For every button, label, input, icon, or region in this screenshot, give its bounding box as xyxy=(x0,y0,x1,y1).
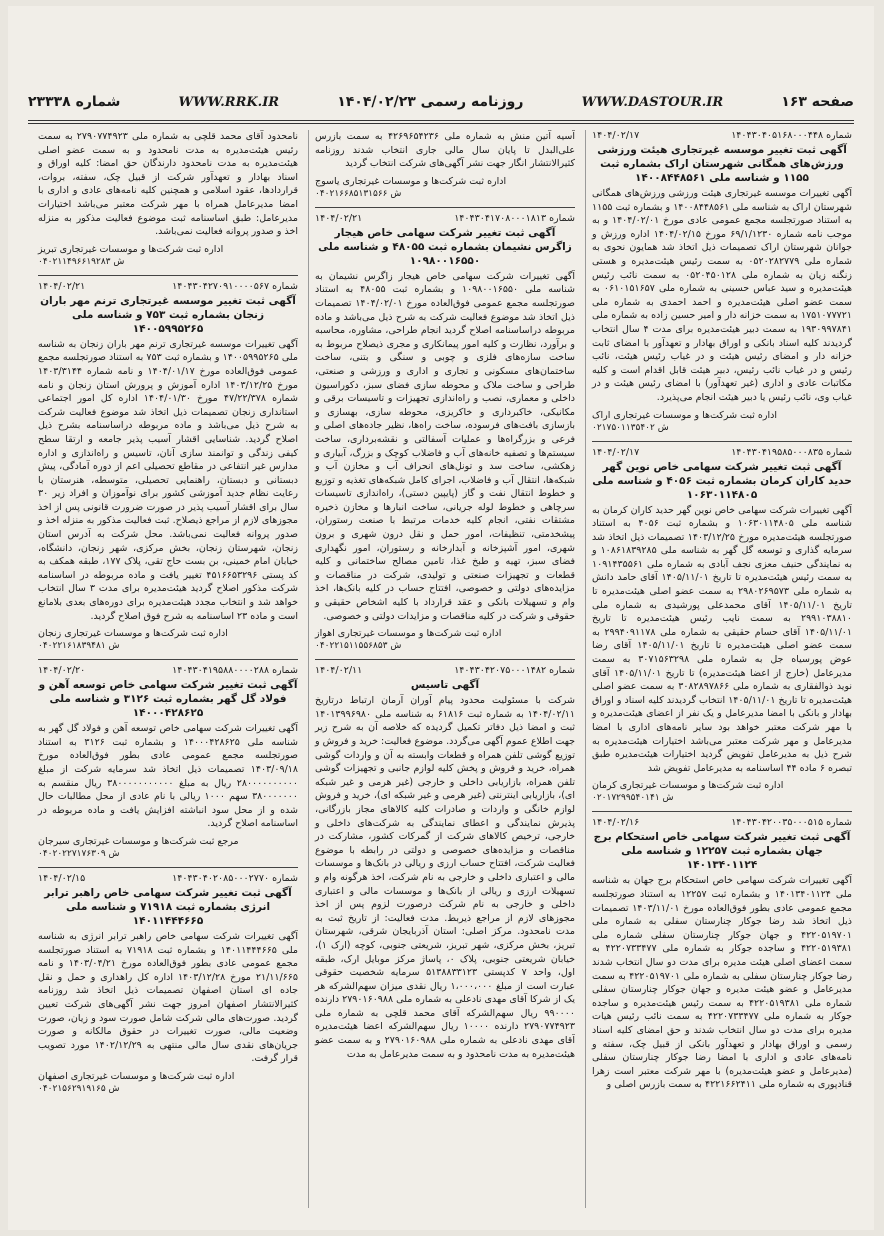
registry-office: اداره ثبت شرکت‌ها و موسسات غیرتجاری کرمان xyxy=(592,780,784,792)
notice-date: ۱۴۰۴/۰۲/۱۵ xyxy=(38,872,86,884)
registry-office: اداره ثبت شرکت‌ها و موسسات غیرتجاری اراک xyxy=(592,409,777,421)
column-left xyxy=(32,130,298,1208)
column-middle xyxy=(308,130,575,1208)
newspaper-page xyxy=(8,6,874,1230)
column-right xyxy=(585,130,852,1208)
registry-office: اداره ثبت شرکت‌ها و موسسات غیرتجاری زنجان xyxy=(38,628,228,640)
notice-body: آگهی تغییرات شرکت سهامی خاص نوین گهر حدید کاران کرمان به شناسه ملی ۱۰۶۳۰۱۱۴۸۰۵ و بشماره ثبت ۴۰۵۶ به استناد صورتجلسه هیئت‌مدیره مورخ ۱۴۰۳/۱۲/۲۵ تصمیمات ذیل اتخاذ شد سرمایه گذاری و توسعه گل گهر به شناسه ملی ۱۰۸۶۱۸۳۹۲۸۵ و به نمایندگی حنیف معزی نجف آبادی به شماره ملی ۱۰۹۱۴۳۵۵۶۱ به سمت رئیس هیئت‌مدیره تا تاریخ ۱۴۰۵/۱۱/۰۱ آقای حامد دانش به شماره ملی ۲۹۸۰۲۶۹۵۷۳ به سمت عضو اصلی هیئت‌مدیره تا تاریخ ۱۴۰۵/۱۱/۰۱ آقای محمدعلی پورشیدی به شماره ملی ۲۹۹۱۰۳۸۸۱۰ به سمت نایب رئیس هیئت‌مدیره تا تاریخ ۱۴۰۵/۱۱/۰۱ آقای حسام حقیقی به شماره ملی ۲۹۹۴۰۹۱۱۷۸ به سمت عضو اصلی هیئت‌مدیره تا تاریخ ۱۴۰۵/۱۱/۰۱ آقای رضا عوض پورسیاه جل به شماره ملی ۳۰۷۱۵۶۳۲۹۸ به سمت مدیرعامل (خارج از اعضا هیئت‌مدیره) تا تاریخ ۱۴۰۵/۱۱/۰۱ آقای نوید ذوالفقاری به شماره ملی ۳۰۸۲۸۹۷۸۶۶ به سمت عضو اصلی هیئت‌مدیره تا تاریخ ۱۴۰۵/۱۱/۰۱ انتخاب گردیدند کلیه اسناد و اوراق بهادار و بانکی با امضا مدیرعامل و یک نفر از اعضای هیئت‌مدیره و با مهر شرکت معتبر خواهد بود سایر نامه‌های اداری با امضا مدیرعامل و مهر شرکت معتبر می‌باشد اختیارات هیئت‌مدیره به شرح ذیل به مدیرعامل تفویض گردید اختیارات هیئت‌مدیره طبق تبصره ۶ ماده ۴۴ اساسنامه به مدیرعامل تفویض شد xyxy=(592,504,852,774)
notice-code: ش ۰۲۰۱۷۲۹۹۵۴۰۱۴۱ xyxy=(592,793,674,804)
notice xyxy=(38,665,298,861)
notice-body: آگهی تغییرات شرکت سهامی خاص توسعه آهن و فولاد گل گهر به شناسه ملی ۱۴۰۰۰۴۲۸۶۲۵ و بشماره ثبت ۳۱۲۶ به استناد صورتجلسه مجمع عمومی عادی بطور فوق‌العاده مورخ ۱۴۰۳/۰۹/۱۸ تصمیمات ذیل اتخاذ شد سرمایه شرکت از مبلغ ۲۸۰۰۰۰۰۰۰۰۰۰ ریال به مبلغ ۳۸۰۰۰۰۰۰۰۰۰۰۰ ریال منقسم به ۳۸۰۰۰۰۰۰۰ سهم ۱۰۰۰ ریالی با نام عادی از محل مطالبات حال شده و از محل سود انباشته افزایش یافت و ماده مربوطه در اساسنامه اصلاح گردید. xyxy=(38,723,298,830)
notice-title: آگهی ثبت تغییر شرکت سهامی خاص نوین گهر حدید کاران کرمان بشماره ثبت ۴۰۵۶ و شناسه ملی ۱۰۶۳۰۱۱۴۸۰۵ xyxy=(592,460,852,501)
divider xyxy=(38,659,298,660)
notice xyxy=(592,447,852,806)
notice-title: آگهی ثبت تغییر شرکت سهامی خاص راهبر ترابر انرژی بشماره ثبت ۷۱۹۱۸ و شناسه ملی ۱۴۰۱۱۴۴۴۶۶۵ xyxy=(44,886,292,927)
notice-body: آگهی تغییرات موسسه غیرتجاری ترنم مهر باران زنجان به شناسه ملی ۱۴۰۰۵۹۹۵۲۶۵ و بشماره ثبت ۷۵۳ به استناد صورتجلسه مجمع عمومی فوق‌العاده مورخ ۱۴۰۴/۰۱/۱۷ و نامه شماره ۱۴۰۳/۳۱۴۴ مورخ ۱۴۰۳/۱۲/۲۵ اداره آموزش و پرورش استان زنجان و نامه شماره ۴۷/۲۲/۳۷۸ مورخ ۱۴۰۴/۰۱/۳۰ اداره کل امور اجتماعی استانداری زنجان تصمیمات ذیل اتخاذ شد موضوع فعالیت شرکت به شرح ذیل می‌باشد و ماده مربوطه دراساسنامه بشرح ذیل اصلاح گردید. شناسایی اقشار آسیب پذیر جامعه و ارتقا سطح کیفی زندگی و توانمند سازی آنان، تاسیس و راه‌اندازی و اداره مدارس غیر انتفاعی در مقاطع تحصیلی اعم از دوره آمادگی، پیش دبستانی و دبستان، راهنمایی تحصیلی، متوسطه، هنرستان با رعایت نظام جدید آموزشی کشور برای نوآموزان و افراد زیر ۳۰ سال برای اقشار آسیب پذیر در صورت ضرورت قانونی پس از اخذ مجوزهای لازم از مراجع ذیصلاح. ثبت فعالیت مذکور به منزله اخذ و صدور پروانه فعالیت نمی‌باشد. محل شرکت به آدرس استان زنجان، شهرستان زنجان، بخش مرکزی، شهر زنجان، دانشگاه، خیابان امام خمینی، بن بست حاج تقی، پلاک ۱۷۷، طبقه همکف به کد پستی ۴۵۱۶۶۵۳۲۹۶ تغییر یافت و ماده مربوطه در اساسنامه شرکت مذکور اصلاح گردید هیئت‌مدیره برای مدت ۳ سال انتخاب خواهد شد و انتخاب مجدد هیئت‌مدیره برای دوره‌های بعدی بلامانع است و ماده ۲۳ اساسنامه به شرح فوق اصلاح گردید. xyxy=(38,338,298,622)
divider xyxy=(315,207,575,208)
registration-number: شماره ۱۴۰۴۳۰۴۰۲۰۸۵۰۰۰۲۷۷۰ xyxy=(172,872,298,884)
registration-number: شماره ۱۴۰۴۳۰۴۱۹۵۸۵۰۰۰۸۳۵ xyxy=(731,446,852,458)
divider xyxy=(315,659,575,660)
notice-code: ش ۰۴۰۲۱۵۶۲۹۱۹۱۶۵ xyxy=(38,1083,120,1094)
registration-number: شماره ۱۴۰۴۳۰۴۲۷۰۹۱۰۰۰۰۵۶۷ xyxy=(172,280,298,292)
notice-date: ۱۴۰۴/۰۲/۲۱ xyxy=(315,212,363,224)
notice-body: آگهی تغییرات موسسه غیرتجاری هیئت ورزشی ورزش‌های همگانی شهرستان اراک به شناسه ملی ۱۴۰۰۸۴۴۸۵۶۱ و بشماره ثبت ۱۱۵۵ به استناد صورتجلسه مجمع عمومی عادی مورخ ۱۴۰۴/۰۲/۰۱ و به موجب نامه شماره ۶۹/۱/۱۲۳۰ مورخ ۱۴۰۴/۰۲/۱۵ اداره ورزش و جوانان شهرستان اراک تصمیمات ذیل اتخاذ شد همایون نحوی به شماره ملی ۰۵۲۰۲۸۲۷۷۹ به سمت رئیس هیئت‌مدیره و هستی زنگنه زیان به شماره ملی ۰۵۲۰۴۵۰۱۲۸ به سمت نائب رئیس هیئت‌مدیره و سید عباس حسینی به شماره ملی ۰۶۱۰۱۵۱۶۵۷ به سمت عضو اصلی هیئت‌مدیره و احمد احمدی به شماره ملی ۱۷۵۱۰۷۷۷۲۱ به سمت خزانه دار و امیر حسین زاده به شماره ملی ۱۹۳۰۹۹۷۸۴۱ به سمت دبیر هیئت‌مدیره برای مدت ۴ سال انتخاب گردیدند کلیه اسناد بانکی و اوراق بهادار و تعهدآور با امضای ثابت خزانه دار و امضای رئیس هیئت و در غیاب رئیس هیئت، نائب رئیس و در غیاب نائب رئیس، دبیر هیئت قابل اقدام است و کلیه مکاتبات عادی و اداری (غیر تعهدآور) با امضای رئیس هیئت و در غیاب وی، نائب رئیس یا دبیر هیئت انجام می‌پذیرد. xyxy=(592,188,852,403)
notice-body: آگهی تغییرات شرکت سهامی خاص هیجار زاگرس نشیمان به شناسه ملی ۱۰۹۸۰۰۱۶۵۵۰ و بشماره ثبت ۴۸۰۵۵ به استناد صورتجلسه مجمع عمومی فوق‌العاده مورخ ۱۴۰۴/۰۲/۰۱ تصمیمات ذیل اتخاذ شد موضوع فعالیت شرکت به شرح ذیل می‌باشد و ماده مربوطه دراساسنامه اصلاح گردید انجام طراحی، مشاوره، محاسبه و برآورد، نظارت و کلیه امور پیمانکاری و مجری ذیصلاح مربوط به ساخت سازه‌های فلزی و چوبی و سنگی و بتنی، ساخت ساختمان‌های مسکونی و تجاری و اداری و ورزشی و صنعتی، طراحی و ساخت ملاک و محوطه سازی فضای سبز، دکوراسیون داخلی و معماری، نصب و راه‌اندازی تجهیزات و تاسیسات برقی و مکانیکی، خاکبرداری و خاکریزی، محوطه سازی، بهسازی و بازسازی بافت‌های فرسوده، ساخت راه‌ها، نظیر جاده‌های اصلی و فرعی و بزرگراه‌ها و عملیات آسفالتی و نقشه‌برداری، ساخت سیستم‌ها و تصفیه خانه‌های آب و فاضلاب کوچک و بزرگ، آبیاری و زهکشی، ساخت سد و تونل‌های انحراف آب و مخازن آب و شبکه‌ها، انتقال آب و فاضلاب، اجرای کامل شبکه‌های تغذیه و توزیع و خطوط انتقال نفت و گاز (پایپین دستی)، راه‌اندازی تاسیسات سرچاهی و خطوط لوله جریانی، ساخت انبارها و مخازن ذخیره مشتقات نفتی، انجام کلیه خدمات مرتبط با صنعت رستوران، پیشخدمتی، تنظیفات، امور حمل و نقل درون شهری و برون شهری، امور آشپزخانه و آبدارخانه و رستوران، امور نگهداری فضای سبز، تهیه و طبخ غذا، تامین مصالح ساختمانی و کلیه قطعات و تجهیزات صنعتی و تولیدی، شرکت در مناقصات و مزایده‌های دولتی و خصوصی، افتتاح حساب در کلیه بانک‌ها، اخذ وام و تسهیلات بانکی و عقد قرارداد با کلیه اشخاص حقیقی و حقوقی و شرکت در کلیه مناقصات و مزایدات دولتی و خصوصی. xyxy=(315,270,575,622)
site-url-left: WWW.DASTOUR.IR xyxy=(581,94,724,110)
registry-office: مرجع ثبت شرکت‌ها و موسسات غیرتجاری سیرجان xyxy=(38,835,239,847)
notice-code: ش ۰۴۰۲۲۱۵۱۱۵۵۶۸۵۳ xyxy=(315,641,402,652)
registry-office: اداره ثبت شرکت‌ها و موسسات غیرتجاری اصفهان xyxy=(38,1070,235,1082)
divider xyxy=(38,867,298,868)
notice-title: آگهی ثبت تغییر شرکت سهامی خاص هیجار زاگرس نشیمان بشماره ثبت ۴۸۰۵۵ و شناسه ملی ۱۰۹۸۰۰۱۶۵۵۰ xyxy=(318,226,572,267)
notice-title: آگهی ثبت تغییر شرکت سهامی خاص توسعه آهن و فولاد گل گهر بشماره ثبت ۳۱۲۶ و شناسه ملی ۱۴۰۰۰۴۲۸۶۲۵ xyxy=(38,679,298,720)
notice-code: ش ۰۴۰۲۱۶۶۸۵۱۳۱۵۶۶ xyxy=(315,188,402,199)
notice xyxy=(315,213,575,653)
notice xyxy=(315,665,575,1061)
notice-date: ۱۴۰۴/۰۲/۲۰ xyxy=(38,665,86,677)
header-rule-thin xyxy=(28,123,854,124)
notice-date: ۱۴۰۴/۰۲/۱۷ xyxy=(592,446,640,458)
publication-date: روزنامه رسمی ۱۴۰۴/۰۲/۲۳ xyxy=(337,94,524,110)
notice xyxy=(38,281,298,653)
page-number: صفحه ۱۶۳ xyxy=(781,94,854,110)
issue-number: شماره ۲۳۳۳۸ xyxy=(28,94,121,110)
notice-date: ۱۴۰۴/۰۲/۱۱ xyxy=(315,665,363,677)
site-url-right: WWW.RRK.IR xyxy=(178,94,280,110)
notice-title: آگهی تاسیس xyxy=(410,679,480,692)
notice xyxy=(38,873,298,1096)
notice-body: آگهی تغییرات شرکت سهامی خاص استحکام برج جهان به شناسه ملی ۱۴۰۱۳۴۰۱۱۲۴ و بشماره ثبت ۱۲۲۵۷ به استناد صورتجلسه مجمع عمومی عادی بطور فوق‌العاده مورخ ۱۴۰۳/۱۱/۰۱ تصمیمات ذیل اتخاذ شد رضا جوکار چنارستان سفلی به شماره ملی ۴۲۲۰۵۱۹۷۰۱ و جهان جوکار چنارستان سفلی شماره ملی ۴۲۲۰۵۱۹۳۸۱ و ساجده جوکار به شماره ملی ۴۲۲۰۷۳۳۴۷۷ به سمت اعضای اصلی هیئت مدیره برای مدت دو سال انتخاب شدند رضا جوکار چنارستان سفلی به شماره ملی ۴۲۲۰۵۱۹۷۰۱ به سمت مدیرعامل و عضو هیئت مدیره و جهان جوکار چنارستان سفلی شماره ملی ۴۲۲۰۵۱۹۳۸۱ به سمت رئیس هیئت‌مدیره و ساجده جوکار به شماره ملی ۴۲۲۰۷۳۳۴۷۷ به سمت نائب رئیس هیات مدیره برای مدت دو سال انتخاب شدند و حق امضای کلیه اسناد رسمی و اوراق بهادار و تعهدآور بانکی از قبیل چک، سفته و نامه‌های عادی و اداری با امضا رضا جوکار چنارستان سفلی (مدیرعامل و عضو هیئت‌مدیره) با مهر شرکت معتبر است زهرا قنادپوری به شماره ملی ۴۲۲۱۶۶۲۴۱۱ به سمت بازرس اصلی و xyxy=(592,875,852,1091)
notice-code: ش ۰۴۰۲۰۲۲۷۱۷۶۳۰۹ xyxy=(38,848,120,859)
notice-body: شرکت با مسئولیت محدود پیام آوران آرمان ارتباط درتاریخ ۱۴۰۴/۰۲/۱۱ به شماره ثبت ۶۱۸۱۶ به شناسه ملی ۱۴۰۱۳۹۹۶۹۸۰ ثبت و امضا ذیل دفاتر تکمیل گردیده که خلاصه آن به شرح زیر جهت اطلاع عموم آگهی می‌گردد. موضوع فعالیت: خرید و فروش و توزیع گوشی تلفن همراه و قطعات وابسته به آن و واردات گوشی همراه، خرید و فروش و پخش کلیه لوازم جانبی و تجهیزات گوشی تلفن همراه، بازاریابی داخلی و خارجی (غیر هرمی و غیر شبکه ای)، بازاریابی اینترنتی (غیر هرمی و غیر شبکه ای)، خرید و فروش لوازم خانگی و واردات و صادرات کلیه کالاهای مجاز بازرگانی، پذیرش نمایندگی و اعطای نمایندگی به شرکت‌های داخلی و خارجی، ترخیص کالاهای شرکت از گمرکات کشور، مشارکت در مناقصات و مزایده‌های خصوصی و دولتی در رابطه با موضوع فعالیت شرکت، افتتاح حساب ارزی و ریالی در بانک‌ها و موسسات مالی و اعتباری داخلی و خارجی به نام شرکت، اخذ هرگونه وام و تسهیلات ارزی و ریالی از بانک‌ها و موسسات مالی و اعتباری داخلی و خارجی به نام شرکت درصورت لزوم پس از اخذ مجوزهای لازم از مراجع ذیربط. مدت فعالیت: از تاریخ ثبت به مدت نامحدود. مرکز اصلی: استان آذربایجان شرقی، شهرستان تبریز، بخش مرکزی، شهر تبریز، شریعتی جنوبی، کوچه (ارک ۱)، خیابان شریعتی جنوبی، پلاک ۰، پاساژ مرکز موبایل ارک، طبقه اول، واحد ۷ کدپستی ۵۱۳۸۸۳۳۱۲۳ سرمایه شخصیت حقوقی عبارت است از مبلغ ۱،۰۰۰،۰۰۰ ریال نقدی میزان سهم‌الشرکه هر یک از شرکا آقای مهدی نادعلی به شماره ملی ۲۷۹۰۱۶۰۹۸۸ دارنده ۹۹۰۰۰۰ ریال سهم‌الشرکه آقای محمد قلچی به شماره ملی ۲۷۹۰۷۷۴۹۲۳ دارنده ۱۰۰۰۰ ریال سهم‌الشرکه اعضا هیئت‌مدیره آقای مهدی نادعلی به شماره ملی ۲۷۹۰۱۶۰۹۸۸ و به سمت عضو هیئت‌مدیره به مدت نامحدود و به سمت مدیرعامل به مدت xyxy=(315,695,575,1060)
registration-number: شماره ۱۴۰۴۳۰۴۰۵۱۶۸۰۰۰۴۴۸ xyxy=(731,130,852,141)
divider xyxy=(592,441,852,442)
notice xyxy=(592,130,852,435)
notice-code: ش ۰۴۰۲۱۱۴۹۶۶۱۹۲۸۳ xyxy=(38,256,125,267)
notice xyxy=(592,817,852,1092)
page-header xyxy=(28,82,854,122)
notice-title: آگهی ثبت تغییر شرکت سهامی خاص استحکام برج جهان بشماره ثبت ۱۲۲۵۷ و شناسه ملی ۱۴۰۱۳۴۰۱۱۲۴ xyxy=(593,831,851,872)
registry-office: اداره ثبت شرکت‌ها و موسسات غیرتجاری یاسوج xyxy=(315,175,507,187)
columns xyxy=(32,130,852,1208)
registration-number: شماره ۱۴۰۴۳۰۴۲۰۷۵۰۰۰۱۴۸۲ xyxy=(454,665,575,677)
notice-body: نامحدود آقای محمد قلچی به شماره ملی ۲۷۹۰۷۷۴۹۲۳ به سمت رئیس هیئت‌مدیره به مدت نامحدود و به سمت عضو اصلی هیئت‌مدیره به مدت نامحدود دارندگان حق امضا: کلیه اوراق و اسناد بهادار و تعهدآور شرکت از قبیل چک، سفته، بروات، قراردادها، عقود اسلامی و همچنین کلیه نامه‌های عادی و اداری با امضا مدیرعامل همراه با مهر شرکت معتبر می‌باشد اختیارات مدیرعامل: طبق اساسنامه ثبت موضوع فعالیت مذکور به منزله اخذ و صدور پروانه فعالیت نمی‌باشد. xyxy=(38,131,298,238)
divider xyxy=(38,275,298,276)
registry-office: اداره ثبت شرکت‌ها و موسسات غیرتجاری اهواز xyxy=(315,628,502,640)
header-rule xyxy=(28,120,854,121)
registration-number: شماره ۱۴۰۴۳۰۴۱۹۵۸۸۰۰۰۰۲۸۸ xyxy=(172,665,298,677)
notice-date: ۱۴۰۴/۰۲/۱۶ xyxy=(592,817,640,829)
notice-continuation xyxy=(315,130,575,201)
notice-code: ش ۰۲۱۷۵۰۱۱۳۵۴۰۲ xyxy=(592,422,669,433)
notice-body: آسیه آتین منش به شماره ملی ۴۲۶۹۶۵۴۲۳۶ به سمت بازرس علی‌البدل تا پایان سال مالی جاری انتخاب شدند روزنامه کثیرالانتشار انگار جهت نشر آگهی‌های شرکت انتخاب گردید xyxy=(315,131,575,170)
registry-office: اداره ثبت شرکت‌ها و موسسات غیرتجاری تبریز xyxy=(38,243,224,255)
notice-title: آگهی ثبت تغییر موسسه غیرتجاری هیئت ورزشی ورزش‌های همگانی شهرستان اراک بشماره ثبت ۱۱۵۵ و شناسه ملی ۱۴۰۰۸۴۴۸۵۶۱ xyxy=(597,144,847,184)
registration-number: شماره ۱۴۰۴۳۰۴۲۰۰۳۵۰۰۰۵۱۵ xyxy=(731,817,852,829)
divider xyxy=(592,811,852,812)
notice-code: ش ۰۴۰۲۲۱۶۱۸۳۹۴۸۱ xyxy=(38,641,120,652)
notice-date: ۱۴۰۴/۰۲/۱۷ xyxy=(592,130,640,141)
notice-body: آگهی تغییرات شرکت سهامی خاص راهبر ترابر انرژی به شناسه ملی ۱۴۰۱۱۴۴۴۶۶۵ و بشماره ثبت ۷۱۹۱۸ به استناد صورتجلسه مجمع عمومی عادی بطور فوق‌العاده مورخ ۱۴۰۳/۰۴/۲۱ و نامه ۲۱/۱۱/۶۶۵ مورخ ۱۴۰۳/۱۲/۲۸ اداره کل راهداری و حمل و نقل جاده ای استان اصفهان تصمیمات ذیل اتخاذ شد روزنامه کثیرالانتشار اصفهان امروز جهت نشر آگهی‌های شرکت تعیین گردید. صورت‌های مالی شرکت شامل صورت سود و زیان، صورت وضعیت مالی، صورت تغییرات در حقوق مالکانه و صورت جریان‌های نقدی سال مالی منتهی به ۱۴۰۲/۱۲/۲۹ مورد تصویب قرار گرفت. xyxy=(38,930,298,1065)
notice-continuation xyxy=(38,130,298,269)
notice-date: ۱۴۰۴/۰۲/۲۱ xyxy=(38,280,86,292)
registration-number: شماره ۱۴۰۴۳۰۴۱۷۰۸۰۰۰۱۸۱۳ xyxy=(454,212,575,224)
notice-title: آگهی ثبت تغییر موسسه غیرتجاری ترنم مهر باران زنجان بشماره ثبت ۷۵۳ و شناسه ملی ۱۴۰۰۵۹۹۵۲۶۵ xyxy=(40,294,296,335)
